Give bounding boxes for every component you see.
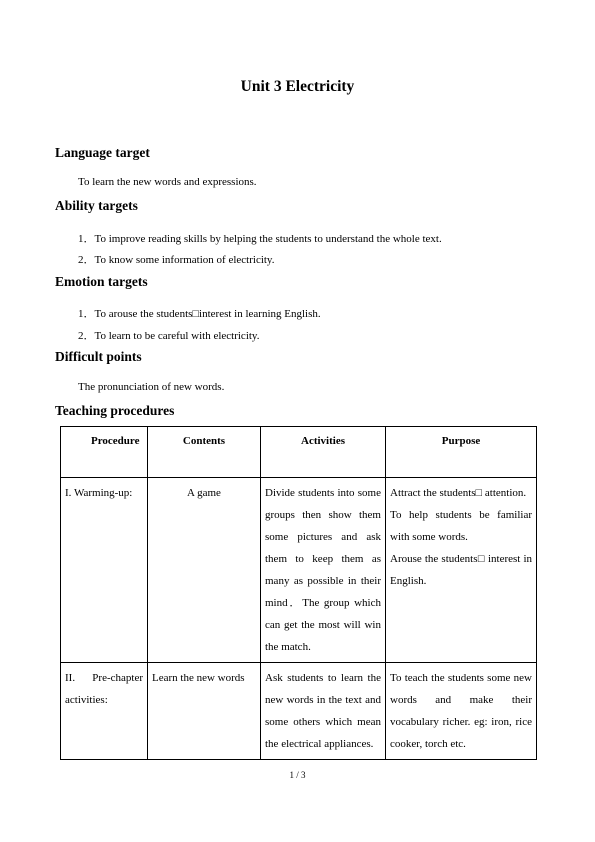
purpose-line: Attract the students□ attention. (390, 487, 527, 499)
cell-purpose (386, 663, 537, 760)
cell-contents: Learn the new words (148, 663, 261, 760)
heading-ability-targets: Ability targets (55, 198, 138, 213)
table-row (61, 478, 537, 663)
difficult-points-text: The pronunciation of new words. (78, 381, 225, 393)
cell-contents: A game (148, 478, 261, 663)
emotion-item: 2．To learn to be careful with electricity. (78, 330, 260, 342)
table-header-row (61, 427, 537, 478)
cell-activities: Divide students into some groups then show them some pictures and ask them to keep them as many as possible in their mind．The group which can get the most will win the match. (261, 478, 386, 663)
cell-procedure: II. Pre-chapter activities: (61, 663, 148, 760)
page-number: 1 / 3 (289, 770, 306, 780)
cell-purpose (386, 478, 537, 663)
ability-item: 1．To improve reading skills by helping the students to understand the whole text. (78, 233, 442, 245)
heading-difficult-points: Difficult points (55, 349, 142, 364)
heading-teaching-procedures: Teaching procedures (55, 403, 175, 418)
purpose-line: To help students be familiar with some words. (390, 509, 532, 543)
cell-activities: Ask students to learn the new words in the text and some others which mean the electrical appliances. (261, 663, 386, 760)
table-row (61, 663, 537, 760)
heading-language-target: Language target (55, 145, 150, 160)
purpose-line: Arouse the students□ interest in English. (390, 553, 532, 587)
header-procedure: Procedure (61, 427, 148, 478)
heading-emotion-targets: Emotion targets (55, 274, 148, 289)
purpose-line: To teach the students some new words and make their vocabulary richer. eg: iron, rice cooker, torch etc. (390, 672, 532, 750)
ability-item: 2．To know some information of electricity. (78, 254, 275, 266)
page-title: Unit 3 Electricity (240, 78, 355, 95)
header-purpose: Purpose (386, 427, 537, 478)
cell-procedure: I. Warming-up: (61, 478, 148, 663)
language-target-text: To learn the new words and expressions. (78, 176, 257, 188)
procedures-table (60, 426, 537, 760)
header-activities: Activities (261, 427, 386, 478)
emotion-item: 1．To arouse the students□interest in learning English. (78, 308, 321, 320)
header-contents: Contents (148, 427, 261, 478)
